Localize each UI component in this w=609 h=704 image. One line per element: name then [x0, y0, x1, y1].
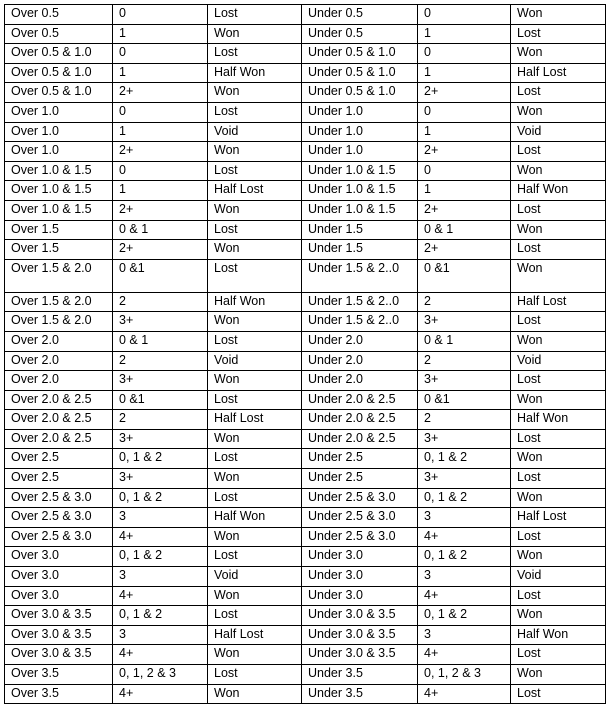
under-result-cell: Won	[511, 44, 606, 64]
under-result-cell: Lost	[511, 142, 606, 162]
under-line-cell: Under 1.5	[302, 220, 418, 240]
table-row	[5, 351, 606, 371]
under-result-cell: Half Won	[511, 625, 606, 645]
under-goals-cell: 3	[418, 508, 511, 528]
over-goals-cell: 3	[113, 567, 208, 587]
under-line-cell: Under 2.5	[302, 469, 418, 489]
table-row	[5, 429, 606, 449]
over-result-cell: Half Lost	[208, 625, 302, 645]
over-result-cell: Won	[208, 429, 302, 449]
table-row	[5, 259, 606, 292]
table-row	[5, 200, 606, 220]
table-row	[5, 625, 606, 645]
over-goals-cell: 3	[113, 625, 208, 645]
under-goals-cell: 2+	[418, 240, 511, 260]
over-goals-cell: 0 & 1	[113, 220, 208, 240]
under-line-cell: Under 2.5 & 3.0	[302, 488, 418, 508]
over-goals-cell: 0, 1 & 2	[113, 488, 208, 508]
over-line-cell: Over 3.0 & 3.5	[5, 645, 113, 665]
under-result-cell: Won	[511, 102, 606, 122]
over-result-cell: Lost	[208, 449, 302, 469]
table-row	[5, 606, 606, 626]
under-goals-cell: 0 &1	[418, 259, 511, 292]
under-result-cell: Lost	[511, 200, 606, 220]
under-goals-cell: 0, 1 & 2	[418, 449, 511, 469]
over-line-cell: Over 2.5 & 3.0	[5, 508, 113, 528]
under-result-cell: Half Lost	[511, 508, 606, 528]
table-row	[5, 240, 606, 260]
over-line-cell: Over 2.0 & 2.5	[5, 429, 113, 449]
over-goals-cell: 0	[113, 5, 208, 25]
table-row	[5, 567, 606, 587]
over-line-cell: Over 0.5	[5, 5, 113, 25]
under-result-cell: Half Lost	[511, 63, 606, 83]
over-line-cell: Over 2.0	[5, 331, 113, 351]
table-row	[5, 645, 606, 665]
under-result-cell: Won	[511, 547, 606, 567]
table-row	[5, 63, 606, 83]
over-result-cell: Half Won	[208, 508, 302, 528]
table-row	[5, 410, 606, 430]
over-goals-cell: 4+	[113, 684, 208, 704]
table-row	[5, 181, 606, 201]
over-result-cell: Lost	[208, 44, 302, 64]
under-goals-cell: 3+	[418, 429, 511, 449]
under-line-cell: Under 3.5	[302, 665, 418, 685]
over-line-cell: Over 3.0 & 3.5	[5, 625, 113, 645]
over-goals-cell: 1	[113, 122, 208, 142]
over-result-cell: Void	[208, 122, 302, 142]
under-line-cell: Under 2.0 & 2.5	[302, 390, 418, 410]
over-line-cell: Over 0.5	[5, 24, 113, 44]
under-goals-cell: 2+	[418, 200, 511, 220]
under-goals-cell: 3+	[418, 469, 511, 489]
under-line-cell: Under 2.5 & 3.0	[302, 527, 418, 547]
over-goals-cell: 3+	[113, 371, 208, 391]
under-line-cell: Under 1.0 & 1.5	[302, 161, 418, 181]
over-result-cell: Won	[208, 240, 302, 260]
over-line-cell: Over 2.0	[5, 371, 113, 391]
table-row	[5, 83, 606, 103]
table-row	[5, 220, 606, 240]
table-row	[5, 684, 606, 704]
under-result-cell: Won	[511, 606, 606, 626]
under-goals-cell: 2	[418, 292, 511, 312]
over-goals-cell: 2+	[113, 142, 208, 162]
under-result-cell: Lost	[511, 83, 606, 103]
over-result-cell: Lost	[208, 665, 302, 685]
table-row	[5, 371, 606, 391]
under-result-cell: Void	[511, 351, 606, 371]
over-line-cell: Over 2.0	[5, 351, 113, 371]
over-line-cell: Over 0.5 & 1.0	[5, 63, 113, 83]
over-result-cell: Lost	[208, 606, 302, 626]
over-result-cell: Lost	[208, 547, 302, 567]
over-goals-cell: 0, 1, 2 & 3	[113, 665, 208, 685]
under-line-cell: Under 1.5 & 2..0	[302, 312, 418, 332]
under-goals-cell: 2	[418, 410, 511, 430]
under-line-cell: Under 1.5 & 2..0	[302, 259, 418, 292]
under-result-cell: Won	[511, 220, 606, 240]
under-line-cell: Under 1.5 & 2..0	[302, 292, 418, 312]
table-row	[5, 449, 606, 469]
table-row	[5, 102, 606, 122]
under-result-cell: Void	[511, 122, 606, 142]
over-result-cell: Lost	[208, 220, 302, 240]
under-result-cell: Lost	[511, 586, 606, 606]
over-goals-cell: 0	[113, 102, 208, 122]
under-line-cell: Under 3.5	[302, 684, 418, 704]
under-line-cell: Under 3.0 & 3.5	[302, 645, 418, 665]
under-goals-cell: 2	[418, 351, 511, 371]
under-result-cell: Lost	[511, 429, 606, 449]
under-goals-cell: 1	[418, 122, 511, 142]
over-goals-cell: 1	[113, 24, 208, 44]
over-result-cell: Won	[208, 469, 302, 489]
over-result-cell: Won	[208, 83, 302, 103]
table-row	[5, 547, 606, 567]
under-goals-cell: 0 & 1	[418, 220, 511, 240]
table-body	[5, 5, 606, 704]
under-goals-cell: 2+	[418, 83, 511, 103]
over-result-cell: Lost	[208, 390, 302, 410]
over-line-cell: Over 2.5 & 3.0	[5, 488, 113, 508]
over-goals-cell: 0 & 1	[113, 331, 208, 351]
table-row	[5, 665, 606, 685]
over-line-cell: Over 2.5	[5, 469, 113, 489]
under-result-cell: Lost	[511, 312, 606, 332]
document-page	[4, 4, 606, 704]
under-goals-cell: 1	[418, 181, 511, 201]
over-result-cell: Won	[208, 371, 302, 391]
under-line-cell: Under 2.5	[302, 449, 418, 469]
under-goals-cell: 3+	[418, 312, 511, 332]
over-line-cell: Over 3.5	[5, 684, 113, 704]
table-row	[5, 122, 606, 142]
under-goals-cell: 3	[418, 567, 511, 587]
table-row	[5, 44, 606, 64]
over-line-cell: Over 2.5	[5, 449, 113, 469]
table-row	[5, 5, 606, 25]
over-line-cell: Over 0.5 & 1.0	[5, 44, 113, 64]
over-result-cell: Lost	[208, 102, 302, 122]
under-result-cell: Won	[511, 5, 606, 25]
over-line-cell: Over 3.0	[5, 586, 113, 606]
under-line-cell: Under 2.0	[302, 331, 418, 351]
under-line-cell: Under 2.0 & 2.5	[302, 429, 418, 449]
over-goals-cell: 3+	[113, 312, 208, 332]
under-goals-cell: 0, 1 & 2	[418, 606, 511, 626]
under-line-cell: Under 3.0	[302, 567, 418, 587]
table-row	[5, 488, 606, 508]
table-row	[5, 161, 606, 181]
under-line-cell: Under 1.0	[302, 102, 418, 122]
over-goals-cell: 0 &1	[113, 390, 208, 410]
over-line-cell: Over 3.5	[5, 665, 113, 685]
under-line-cell: Under 2.0	[302, 351, 418, 371]
under-line-cell: Under 3.0	[302, 547, 418, 567]
over-goals-cell: 4+	[113, 586, 208, 606]
over-goals-cell: 2	[113, 351, 208, 371]
over-result-cell: Void	[208, 567, 302, 587]
over-line-cell: Over 1.5 & 2.0	[5, 292, 113, 312]
under-line-cell: Under 2.0	[302, 371, 418, 391]
over-result-cell: Won	[208, 312, 302, 332]
over-result-cell: Lost	[208, 259, 302, 292]
under-result-cell: Won	[511, 331, 606, 351]
under-line-cell: Under 0.5	[302, 24, 418, 44]
under-line-cell: Under 1.0 & 1.5	[302, 181, 418, 201]
under-result-cell: Lost	[511, 645, 606, 665]
over-line-cell: Over 1.5 & 2.0	[5, 312, 113, 332]
over-line-cell: Over 1.0 & 1.5	[5, 161, 113, 181]
over-result-cell: Lost	[208, 5, 302, 25]
over-line-cell: Over 1.0 & 1.5	[5, 181, 113, 201]
table-row	[5, 390, 606, 410]
under-line-cell: Under 0.5 & 1.0	[302, 83, 418, 103]
over-goals-cell: 0 &1	[113, 259, 208, 292]
goal-line-results-table	[4, 4, 606, 704]
under-result-cell: Won	[511, 488, 606, 508]
table-row	[5, 312, 606, 332]
under-goals-cell: 0, 1 & 2	[418, 547, 511, 567]
over-goals-cell: 2+	[113, 200, 208, 220]
over-goals-cell: 0	[113, 44, 208, 64]
over-line-cell: Over 1.5	[5, 220, 113, 240]
under-result-cell: Lost	[511, 684, 606, 704]
over-goals-cell: 1	[113, 63, 208, 83]
under-result-cell: Void	[511, 567, 606, 587]
under-goals-cell: 0, 1, 2 & 3	[418, 665, 511, 685]
over-line-cell: Over 2.0 & 2.5	[5, 390, 113, 410]
under-result-cell: Lost	[511, 371, 606, 391]
under-goals-cell: 1	[418, 24, 511, 44]
over-line-cell: Over 1.0	[5, 142, 113, 162]
under-goals-cell: 1	[418, 63, 511, 83]
over-goals-cell: 4+	[113, 645, 208, 665]
over-result-cell: Lost	[208, 331, 302, 351]
over-result-cell: Lost	[208, 161, 302, 181]
over-result-cell: Half Won	[208, 63, 302, 83]
over-goals-cell: 0	[113, 161, 208, 181]
table-row	[5, 527, 606, 547]
under-goals-cell: 0, 1 & 2	[418, 488, 511, 508]
under-result-cell: Half Won	[511, 181, 606, 201]
table-row	[5, 142, 606, 162]
over-result-cell: Void	[208, 351, 302, 371]
under-goals-cell: 0 & 1	[418, 331, 511, 351]
under-line-cell: Under 2.0 & 2.5	[302, 410, 418, 430]
table-row	[5, 469, 606, 489]
over-result-cell: Half Lost	[208, 410, 302, 430]
over-goals-cell: 3	[113, 508, 208, 528]
over-goals-cell: 2+	[113, 83, 208, 103]
under-line-cell: Under 0.5 & 1.0	[302, 44, 418, 64]
under-result-cell: Won	[511, 259, 606, 292]
under-line-cell: Under 0.5 & 1.0	[302, 63, 418, 83]
under-goals-cell: 0	[418, 161, 511, 181]
table-row	[5, 292, 606, 312]
table-row	[5, 586, 606, 606]
over-result-cell: Won	[208, 142, 302, 162]
over-result-cell: Won	[208, 684, 302, 704]
over-line-cell: Over 1.0 & 1.5	[5, 200, 113, 220]
under-line-cell: Under 3.0	[302, 586, 418, 606]
table-row	[5, 24, 606, 44]
under-result-cell: Lost	[511, 469, 606, 489]
over-line-cell: Over 0.5 & 1.0	[5, 83, 113, 103]
under-result-cell: Half Won	[511, 410, 606, 430]
over-line-cell: Over 1.0	[5, 102, 113, 122]
over-line-cell: Over 1.5	[5, 240, 113, 260]
over-result-cell: Won	[208, 586, 302, 606]
under-result-cell: Lost	[511, 527, 606, 547]
under-line-cell: Under 2.5 & 3.0	[302, 508, 418, 528]
under-line-cell: Under 1.0	[302, 142, 418, 162]
table-row	[5, 508, 606, 528]
under-goals-cell: 2+	[418, 142, 511, 162]
under-result-cell: Won	[511, 449, 606, 469]
over-line-cell: Over 3.0	[5, 547, 113, 567]
over-result-cell: Won	[208, 645, 302, 665]
under-line-cell: Under 1.5	[302, 240, 418, 260]
under-goals-cell: 4+	[418, 684, 511, 704]
under-line-cell: Under 0.5	[302, 5, 418, 25]
under-goals-cell: 3+	[418, 371, 511, 391]
over-goals-cell: 0, 1 & 2	[113, 606, 208, 626]
over-goals-cell: 0, 1 & 2	[113, 449, 208, 469]
under-goals-cell: 0 &1	[418, 390, 511, 410]
over-goals-cell: 3+	[113, 429, 208, 449]
under-line-cell: Under 3.0 & 3.5	[302, 606, 418, 626]
under-result-cell: Won	[511, 161, 606, 181]
under-result-cell: Won	[511, 390, 606, 410]
over-line-cell: Over 1.0	[5, 122, 113, 142]
under-goals-cell: 0	[418, 44, 511, 64]
over-result-cell: Won	[208, 200, 302, 220]
under-goals-cell: 3	[418, 625, 511, 645]
over-goals-cell: 3+	[113, 469, 208, 489]
over-line-cell: Over 2.0 & 2.5	[5, 410, 113, 430]
over-goals-cell: 4+	[113, 527, 208, 547]
over-goals-cell: 0, 1 & 2	[113, 547, 208, 567]
over-goals-cell: 2	[113, 292, 208, 312]
under-goals-cell: 4+	[418, 645, 511, 665]
under-result-cell: Lost	[511, 240, 606, 260]
under-line-cell: Under 3.0 & 3.5	[302, 625, 418, 645]
under-goals-cell: 0	[418, 5, 511, 25]
over-line-cell: Over 2.5 & 3.0	[5, 527, 113, 547]
over-line-cell: Over 1.5 & 2.0	[5, 259, 113, 292]
over-result-cell: Won	[208, 24, 302, 44]
under-line-cell: Under 1.0 & 1.5	[302, 200, 418, 220]
under-line-cell: Under 1.0	[302, 122, 418, 142]
over-line-cell: Over 3.0	[5, 567, 113, 587]
under-goals-cell: 4+	[418, 527, 511, 547]
under-result-cell: Won	[511, 665, 606, 685]
over-goals-cell: 1	[113, 181, 208, 201]
over-goals-cell: 2+	[113, 240, 208, 260]
over-goals-cell: 2	[113, 410, 208, 430]
over-result-cell: Half Won	[208, 292, 302, 312]
under-goals-cell: 0	[418, 102, 511, 122]
over-result-cell: Half Lost	[208, 181, 302, 201]
table-row	[5, 331, 606, 351]
over-line-cell: Over 3.0 & 3.5	[5, 606, 113, 626]
over-result-cell: Won	[208, 527, 302, 547]
under-result-cell: Half Lost	[511, 292, 606, 312]
over-result-cell: Lost	[208, 488, 302, 508]
under-goals-cell: 4+	[418, 586, 511, 606]
under-result-cell: Lost	[511, 24, 606, 44]
